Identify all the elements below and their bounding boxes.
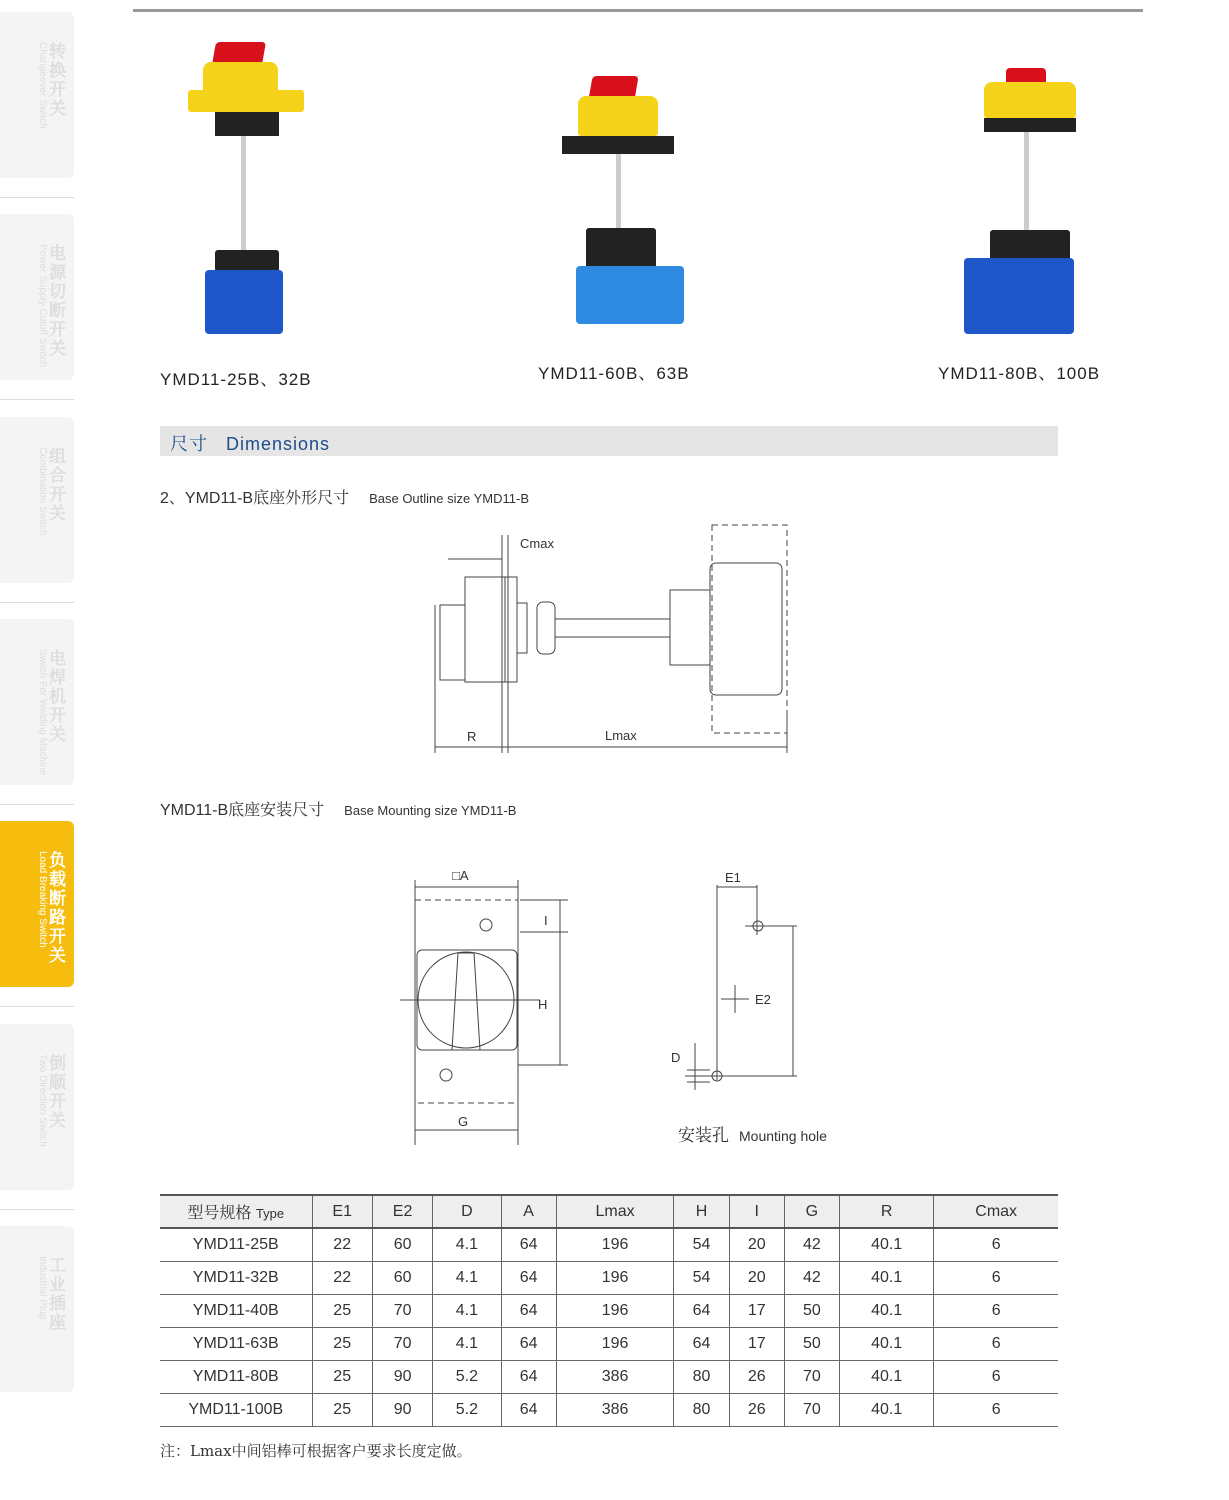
table-cell: 196	[556, 1294, 674, 1327]
table-cell-type: YMD11-32B	[160, 1261, 312, 1294]
table-header-cell: G	[784, 1195, 839, 1228]
sidebar-tab-cn: 负载断路开关	[46, 851, 65, 966]
table-cell: 40.1	[839, 1360, 933, 1393]
table-row	[160, 1294, 1058, 1327]
table-header-cell: Lmax	[556, 1195, 674, 1228]
sidebar-tab-en: Two Direction Switch	[37, 1053, 48, 1147]
sidebar-tab[interactable]	[0, 214, 74, 380]
table-cell: 22	[312, 1228, 372, 1261]
table-header-cell: A	[501, 1195, 556, 1228]
sidebar-divider	[0, 1006, 74, 1007]
table-cell: 80	[674, 1393, 729, 1426]
table-cell: 40.1	[839, 1393, 933, 1426]
table-cell-type: YMD11-100B	[160, 1393, 312, 1426]
mounting-heading-cn: YMD11-B底座安装尺寸	[160, 802, 325, 819]
table-cell-type: YMD11-80B	[160, 1360, 312, 1393]
table-cell: 4.1	[433, 1294, 501, 1327]
table-header-cell: H	[674, 1195, 729, 1228]
sidebar-divider	[0, 197, 74, 198]
table-cell: 90	[372, 1360, 432, 1393]
sidebar-tab-cn: 倒顺开关	[46, 1053, 65, 1130]
table-cell: 64	[674, 1327, 729, 1360]
table-cell: 64	[501, 1228, 556, 1261]
label-e1: E1	[725, 870, 741, 885]
table-row	[160, 1327, 1058, 1360]
outline-heading-en: Base Outline size YMD11-B	[369, 491, 530, 506]
table-cell: 196	[556, 1327, 674, 1360]
table-cell: 20	[729, 1228, 784, 1261]
table-cell: 40.1	[839, 1327, 933, 1360]
sidebar-tab-cn: 组合开关	[46, 446, 65, 523]
table-cell: 64	[501, 1294, 556, 1327]
product-image-25b	[185, 40, 345, 340]
section-title-cn: 尺寸	[170, 434, 208, 454]
header-type	[160, 1195, 312, 1228]
label-e2: E2	[755, 992, 771, 1007]
table-cell: 60	[372, 1261, 432, 1294]
sidebar-tab-en: Industrial Plug	[37, 1255, 48, 1320]
sidebar-tab-en: Changeover Switch	[37, 42, 48, 129]
table-cell: 64	[674, 1294, 729, 1327]
table-header-cell: I	[729, 1195, 784, 1228]
table-cell: 70	[784, 1360, 839, 1393]
table-cell: 64	[501, 1393, 556, 1426]
table-cell: 90	[372, 1393, 432, 1426]
sidebar-divider	[0, 1209, 74, 1210]
sidebar-tab-cn: 转换开关	[46, 42, 65, 118]
table-cell: 196	[556, 1261, 674, 1294]
table-cell: 54	[674, 1261, 729, 1294]
sidebar-tab[interactable]	[0, 417, 74, 583]
header-type-cn: 型号规格	[187, 1205, 252, 1222]
mounting-hole-en: Mounting hole	[739, 1128, 827, 1144]
label-h: H	[538, 997, 548, 1012]
product-caption: YMD11-25B、32B	[160, 370, 312, 389]
table-cell: 386	[556, 1360, 674, 1393]
table-row	[160, 1360, 1058, 1393]
table-cell: 6	[991, 1367, 1001, 1385]
sidebar-tab[interactable]	[0, 619, 74, 785]
table-cell: 25	[312, 1393, 372, 1426]
table-cell: 6	[991, 1301, 1001, 1319]
table-cell-type: YMD11-40B	[160, 1294, 312, 1327]
table-cell: 54	[674, 1228, 729, 1261]
table-cell: 64	[501, 1360, 556, 1393]
table-cell: 26	[729, 1393, 784, 1426]
table-header-cell: E1	[312, 1195, 372, 1228]
sidebar-tab-en: Power Supply Cutoff Switch	[37, 244, 48, 368]
label-d: D	[671, 1050, 681, 1065]
table-header-cell: E2	[372, 1195, 432, 1228]
table-row	[160, 1393, 1058, 1426]
dimensions-table	[160, 1194, 1058, 1427]
table-cell: 17	[729, 1294, 784, 1327]
sidebar-tab-en: Combination Switch	[37, 446, 48, 535]
table-cell: 64	[501, 1327, 556, 1360]
table-header-cell: D	[433, 1195, 501, 1228]
sidebar-tab-en: Load Breaking Switch	[37, 851, 48, 948]
table-cell: 20	[729, 1261, 784, 1294]
label-r: R	[467, 729, 477, 744]
label-cmax: Cmax	[520, 536, 554, 551]
table-row	[160, 1228, 1058, 1261]
table-cell: 25	[312, 1294, 372, 1327]
table-cell: 70	[372, 1327, 432, 1360]
table-cell: 50	[784, 1327, 839, 1360]
footnote: 注：Lmax中间铝棒可根据客户要求长度定做。	[160, 1442, 472, 1460]
section-title-en: Dimensions	[226, 434, 331, 454]
table-header-cell: R	[839, 1195, 933, 1228]
sidebar-tab[interactable]	[0, 1024, 74, 1190]
table-header-row	[160, 1195, 1058, 1228]
table-cell: 26	[729, 1360, 784, 1393]
table-cell: 6	[991, 1334, 1001, 1352]
sidebar-tab-cn: 工业插座	[46, 1255, 65, 1332]
table-cell: 4.1	[433, 1228, 501, 1261]
sidebar-divider	[0, 602, 74, 603]
table-cell: 6	[991, 1235, 1001, 1253]
outline-heading	[160, 485, 529, 508]
table-cell: 70	[784, 1393, 839, 1426]
table-cell: 6	[991, 1268, 1001, 1286]
sidebar-divider	[0, 804, 74, 805]
sidebar-tab[interactable]	[0, 12, 74, 178]
header-type-en: Type	[255, 1206, 285, 1221]
product-image-100b	[960, 62, 1120, 362]
mounting-hole-drawing	[665, 865, 815, 1095]
table-cell: 5.2	[433, 1360, 501, 1393]
outline-drawing	[420, 515, 800, 765]
table-cell: 60	[372, 1228, 432, 1261]
table-cell: 386	[556, 1393, 674, 1426]
table-cell: 22	[312, 1261, 372, 1294]
product-caption: YMD11-60B、63B	[538, 364, 690, 383]
sidebar-tab[interactable]	[0, 1226, 74, 1392]
table-row	[160, 1261, 1058, 1294]
table-cell: 196	[556, 1228, 674, 1261]
table-cell: 6	[991, 1400, 1001, 1418]
sidebar-tab-cn: 电焊机开关	[46, 648, 65, 744]
sidebar-divider	[0, 399, 74, 400]
table-cell: 70	[372, 1294, 432, 1327]
table-cell: 40.1	[839, 1261, 933, 1294]
product-image-63b	[560, 70, 720, 370]
table-cell: 5.2	[433, 1393, 501, 1426]
table-cell: 25	[312, 1360, 372, 1393]
section-header-dimensions	[160, 426, 1058, 456]
table-cell-type: YMD11-25B	[160, 1228, 312, 1261]
label-lmax: Lmax	[605, 728, 637, 743]
table-cell: 40.1	[839, 1294, 933, 1327]
table-cell: 40.1	[839, 1228, 933, 1261]
table-cell: 17	[729, 1327, 784, 1360]
table-cell-type: YMD11-63B	[160, 1327, 312, 1360]
table-cell: 80	[674, 1360, 729, 1393]
table-cell: 42	[784, 1228, 839, 1261]
mounting-hole-cn: 安装孔	[678, 1126, 729, 1145]
table-cell: 25	[312, 1327, 372, 1360]
mounting-heading-en: Base Mounting size YMD11-B	[344, 803, 517, 818]
mounting-heading	[160, 797, 516, 820]
table-cell: 4.1	[433, 1327, 501, 1360]
table-cell: 4.1	[433, 1261, 501, 1294]
table-cell: 64	[501, 1261, 556, 1294]
mounting-front-drawing	[400, 865, 580, 1150]
product-caption: YMD11-80B、100B	[938, 364, 1101, 383]
table-cell: 50	[784, 1294, 839, 1327]
table-cell: 42	[784, 1261, 839, 1294]
label-i: I	[544, 913, 548, 928]
label-g: G	[458, 1114, 469, 1129]
label-a: □A	[452, 868, 469, 883]
mounting-hole-caption	[678, 1121, 827, 1146]
sidebar-tab[interactable]	[0, 821, 74, 987]
sidebar-tab-cn: 电源切断开关	[46, 244, 65, 359]
sidebar-tab-en: Switch For Welding Machine	[37, 648, 48, 776]
top-divider	[133, 9, 1143, 12]
table-header-cell: Cmax	[975, 1202, 1018, 1220]
outline-heading-cn: 2、YMD11-B底座外形尺寸	[160, 490, 350, 507]
